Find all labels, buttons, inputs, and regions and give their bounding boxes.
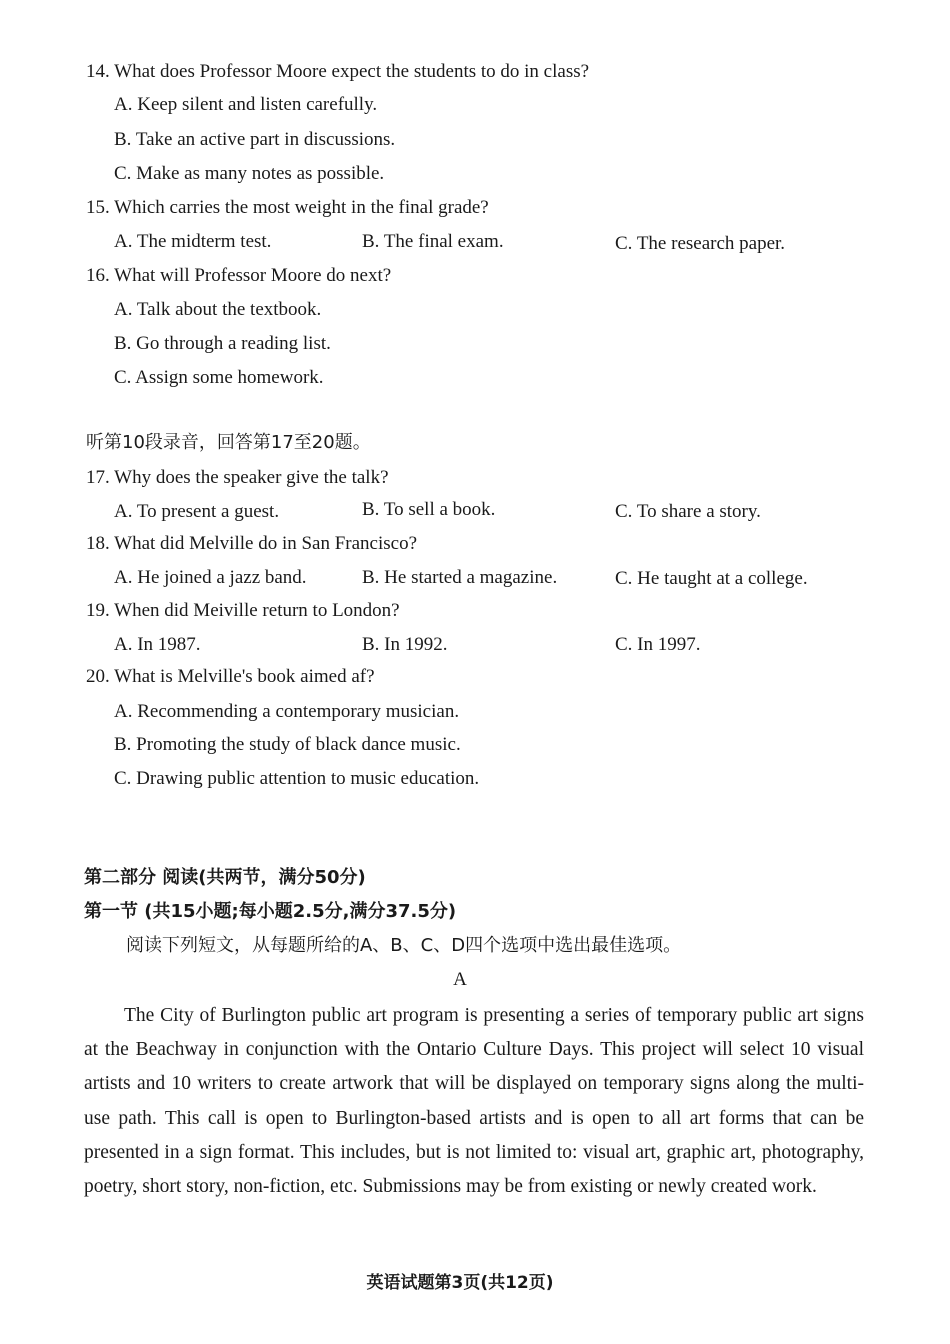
question-17-option-b: B. To sell a book. <box>362 499 496 520</box>
question-18-option-a: A. He joined a jazz band. <box>114 567 307 588</box>
passage-a-body: The City of Burlington public art program is presenting a series of temporary public art signs at the Beachway in conjunction with the Ontario Culture Days. This project will select 10 visual artists and 10 writers to create artwork that will be displayed on temporary signs along the multi-use path. This call is open to Burlington-based artists and is open to all art forms that can be presented in a sign format. This includes, but is not limited to: visual art, graphic art, photography, poetry, short story, non-fiction, etc. Submissions may be from existing or newly created work. <box>84 1005 864 1198</box>
question-16-option-b: B. Go through a reading list. <box>114 333 331 354</box>
question-16-stem: 16. What will Professor Moore do next? <box>86 265 392 286</box>
question-17-stem: 17. Why does the speaker give the talk? <box>86 467 389 488</box>
section-1-heading: 第一节 (共15小题;每小题2.5分,满分37.5分) <box>84 901 457 922</box>
question-20-option-b: B. Promoting the study of black dance music. <box>114 734 461 755</box>
question-14-stem: 14. What does Professor Moore expect the students to do in class? <box>86 61 590 82</box>
question-16-option-c: C. Assign some homework. <box>114 367 324 388</box>
question-14-option-c: C. Make as many notes as possible. <box>114 163 385 184</box>
question-14-option-a: A. Keep silent and listen carefully. <box>114 94 378 115</box>
question-18-stem: 18. What did Melville do in San Francisco? <box>86 533 418 554</box>
question-17-option-c: C. To share a story. <box>615 501 761 522</box>
question-15-option-c: C. The research paper. <box>615 233 786 254</box>
question-19-option-b: B. In 1992. <box>362 634 448 655</box>
question-14-option-b: B. Take an active part in discussions. <box>114 129 396 150</box>
question-17-option-a: A. To present a guest. <box>114 501 280 522</box>
question-20-stem: 20. What is Melville's book aimed af? <box>86 666 375 687</box>
question-19-stem: 19. When did Meiville return to London? <box>86 600 400 621</box>
question-18-option-b: B. He started a magazine. <box>362 567 558 588</box>
reading-instruction: 阅读下列短文，从每题所给的A、B、C、D四个选项中选出最佳选项。 <box>126 935 682 956</box>
question-18-option-c: C. He taught at a college. <box>615 568 808 589</box>
part-2-heading: 第二部分 阅读(共两节，满分50分) <box>84 867 366 888</box>
question-19-option-c: C. In 1997. <box>615 634 701 655</box>
question-15-option-a: A. The midterm test. <box>114 231 272 252</box>
question-20-option-c: C. Drawing public attention to music education. <box>114 768 480 789</box>
section-10-instruction: 听第10段录音，回答第17至20题。 <box>86 432 371 453</box>
question-15-stem: 15. Which carries the most weight in the final grade? <box>86 197 489 218</box>
question-15-option-b: B. The final exam. <box>362 231 504 252</box>
question-20-option-a: A. Recommending a contemporary musician. <box>114 701 460 722</box>
passage-label: A <box>453 969 467 990</box>
question-19-option-a: A. In 1987. <box>114 634 201 655</box>
page-footer: 英语试题第3页(共12页) <box>366 1273 554 1293</box>
question-16-option-a: A. Talk about the textbook. <box>114 299 322 320</box>
passage-a-text <box>84 999 864 1204</box>
